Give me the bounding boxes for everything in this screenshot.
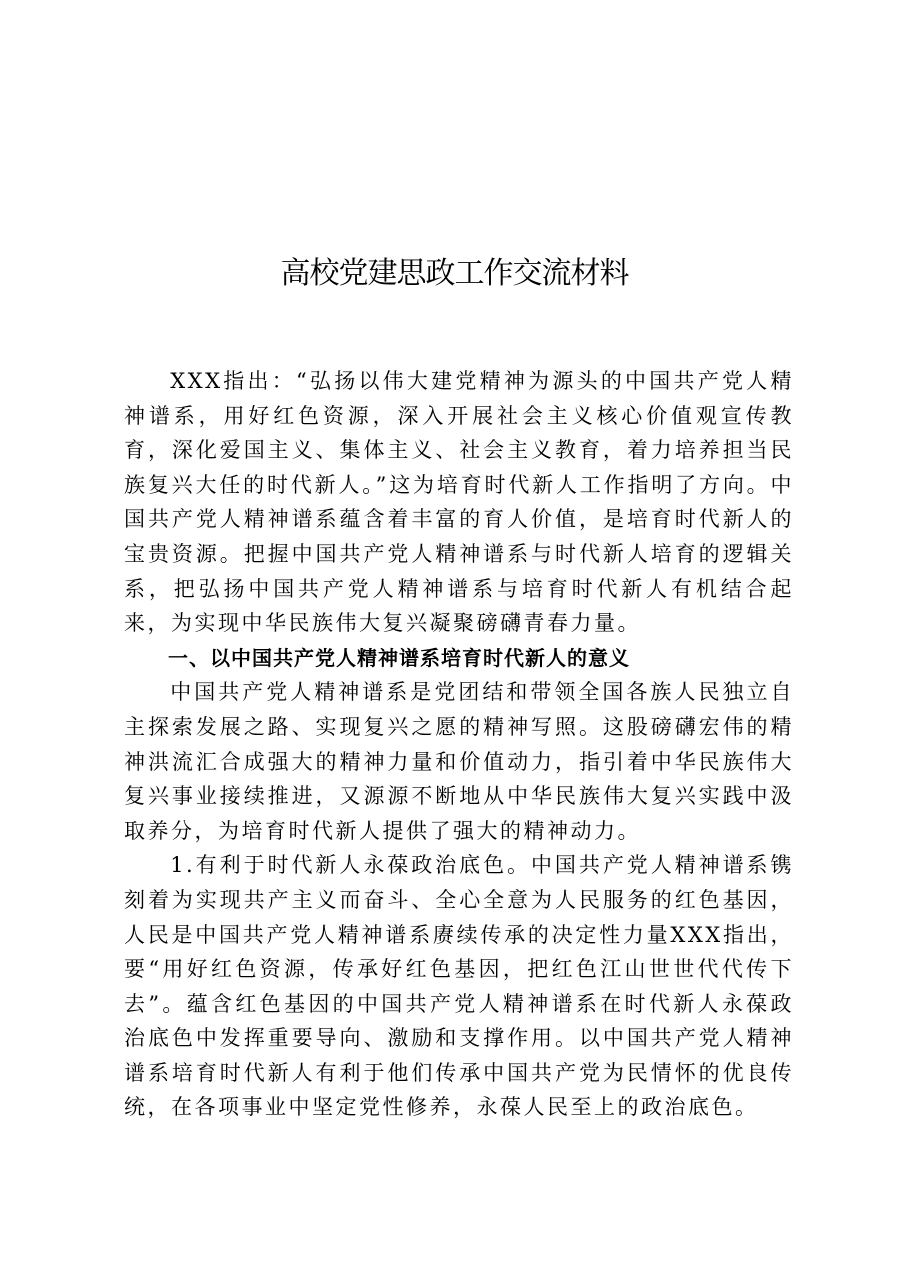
section-heading: 一、以中国共产党人精神谱系培育时代新人的意义 xyxy=(168,645,630,670)
document-title: 高校党建思政工作交流材料 xyxy=(280,256,629,291)
paragraph-point-1: 1.有利于时代新人永葆政治底色。中国共产党人精神谱系镌刻着为实现共产主义而奋斗、全心全意为人民服务的红色基因，人民是中国共产党人精神谱系赓续传承的决定性力量XXX指出，要“用好红色资源，传承好红色基因，把红色江山世世代代传下去”。蕴含红色基因的中国共产党人精神谱系在时代新人永葆政治底色中发挥重要导向、激励和支撑作用。以中国共产党人精神谱系培育时代新人有利于他们传承中国共产党为民情怀的优良传统，在各项事业中坚定党性修养，永葆人民至上的政治底色。 xyxy=(124,853,794,1120)
paragraph-significance: 中国共产党人精神谱系是党团结和带领全国各族人民独立自主探索发展之路、实现复兴之愿的精神写照。这股磅礴宏伟的精神洪流汇合成强大的精神力量和价值动力，指引着中华民族伟大复兴事业接续推进，又源源不断地从中华民族伟大复兴实践中汲取养分，为培育时代新人提供了强大的精神动力。 xyxy=(124,680,794,843)
document-body xyxy=(124,364,794,1125)
paragraph-intro: XXX指出：“弘扬以伟大建党精神为源头的中国共产党人精神谱系，用好红色资源，深入开展社会主义核心价值观宣传教育，深化爱国主义、集体主义、社会主义教育，着力培养担当民族复兴大任的时代新人。”这为培育时代新人工作指明了方向。中国共产党人精神谱系蕴含着丰富的育人价值，是培育时代新人的宝贵资源。把握中国共产党人精神谱系与时代新人培育的逻辑关系，把弘扬中国共产党人精神谱系与培育时代新人有机结合起来，为实现中华民族伟大复兴凝聚磅礴青春力量。 xyxy=(124,369,794,636)
